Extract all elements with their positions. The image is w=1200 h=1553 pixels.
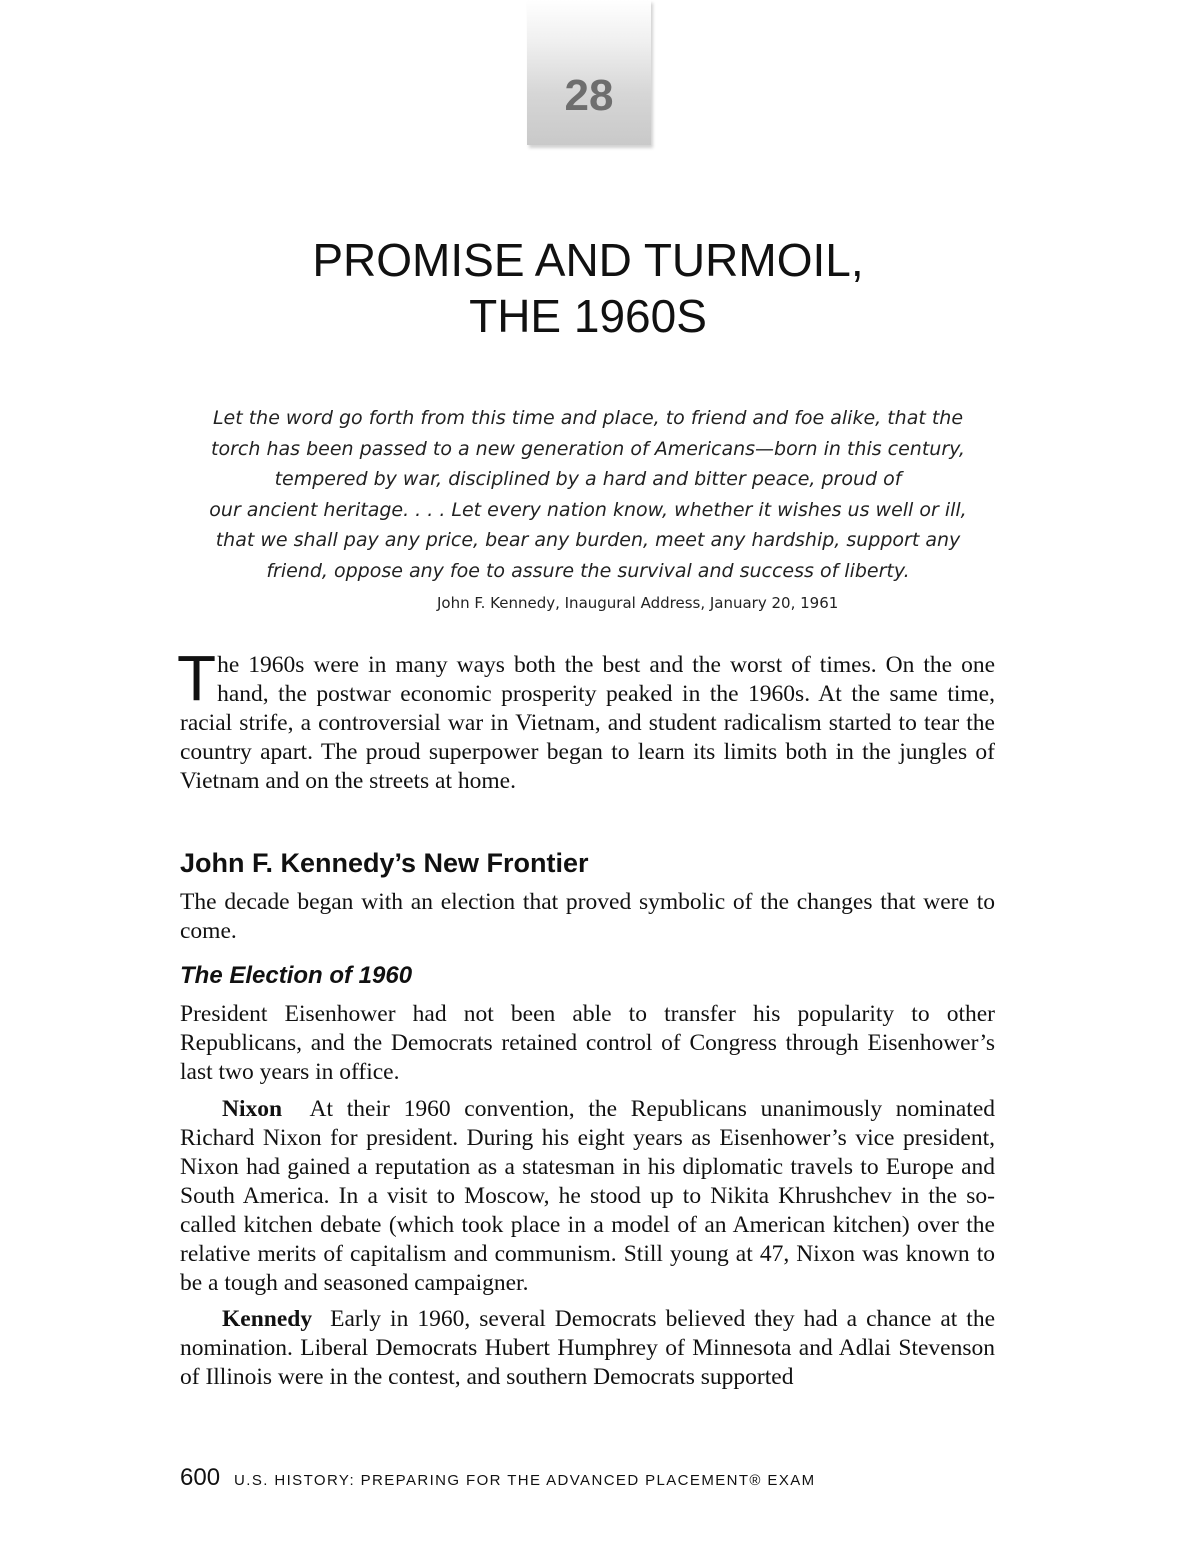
epigraph-attribution: John F. Kennedy, Inaugural Address, January 20, 1961	[437, 594, 839, 612]
epigraph-line: that we shall pay any price, bear any burden, meet any hardship, support any	[215, 529, 961, 551]
epigraph	[170, 403, 1006, 586]
chapter-title-line-2: THE 1960S	[469, 290, 707, 342]
intro-text: he 1960s were in many ways both the best and the worst of times. On the one hand, the postwar economic prosperity peaked in the 1960s. At the same time, racial strife, a controversial war in Vietnam, and student radicalism started to tear the country apart. The proud superpower began to learn its limits both in the jungles of Vietnam and on the streets at home.	[180, 652, 995, 794]
running-head: U.S. HISTORY: PREPARING FOR THE ADVANCED PLACEMENT® EXAM	[234, 1472, 816, 1489]
nixon-text: At their 1960 convention, the Republicans unanimously nominated Richard Nixon for president. During his eight years as Eisenhower’s vice president, Nixon had gained a reputation as a statesman in his diplomatic travels to Europe and South America. In a visit to Moscow, he stood up to Nikita Khrushchev in the so-called kitchen debate (which took place in a model of an American kitchen) over the relative merits of capitalism and communism. Still young at 47, Nixon was known to be a tough and seasoned campaigner.	[180, 1096, 995, 1296]
subsection-heading: The Election of 1960	[180, 962, 413, 989]
chapter-title	[180, 232, 996, 344]
chapter-title-line-1: PROMISE AND TURMOIL,	[312, 234, 864, 286]
page-number: 600	[180, 1464, 221, 1491]
intro-paragraph	[177, 642, 995, 796]
kennedy-runin-heading: Kennedy	[222, 1306, 313, 1332]
epigraph-line: tempered by war, disciplined by a hard and bitter peace, proud of	[274, 468, 902, 490]
drop-cap: T	[177, 642, 217, 714]
epigraph-line: friend, oppose any foe to assure the survival and success of liberty.	[266, 559, 910, 582]
page-footer	[180, 1464, 816, 1492]
eisenhower-paragraph: President Eisenhower had not been able to transfer his popularity to other Republicans, and the Democrats retained control of Congress through Eisenhower’s last two years in office.	[180, 1001, 995, 1085]
kennedy-paragraph	[180, 1305, 995, 1392]
nixon-paragraph	[180, 1095, 995, 1298]
chapter-number: 28	[564, 71, 614, 120]
epigraph-line: torch has been passed to a new generation of Americans—born in this century,	[211, 437, 965, 460]
kennedy-text: Early in 1960, several Democrats believed they had a chance at the nomination. Liberal Democrats Hubert Humphrey of Minnesota and Adlai Stevenson of Illinois were in the contest, and southern Democrats supported	[180, 1306, 995, 1390]
epigraph-line: our ancient heritage. . . . Let every nation know, whether it wishes us well or ill,	[209, 498, 967, 521]
epigraph-line: Let the word go forth from this time and place, to friend and foe alike, that the	[212, 407, 964, 429]
nixon-runin-heading: Nixon	[222, 1096, 283, 1122]
chapter-tab	[527, 0, 651, 145]
section-paragraph: The decade began with an election that proved symbolic of the changes that were to come.	[180, 889, 995, 944]
section-heading: John F. Kennedy’s New Frontier	[180, 848, 589, 878]
